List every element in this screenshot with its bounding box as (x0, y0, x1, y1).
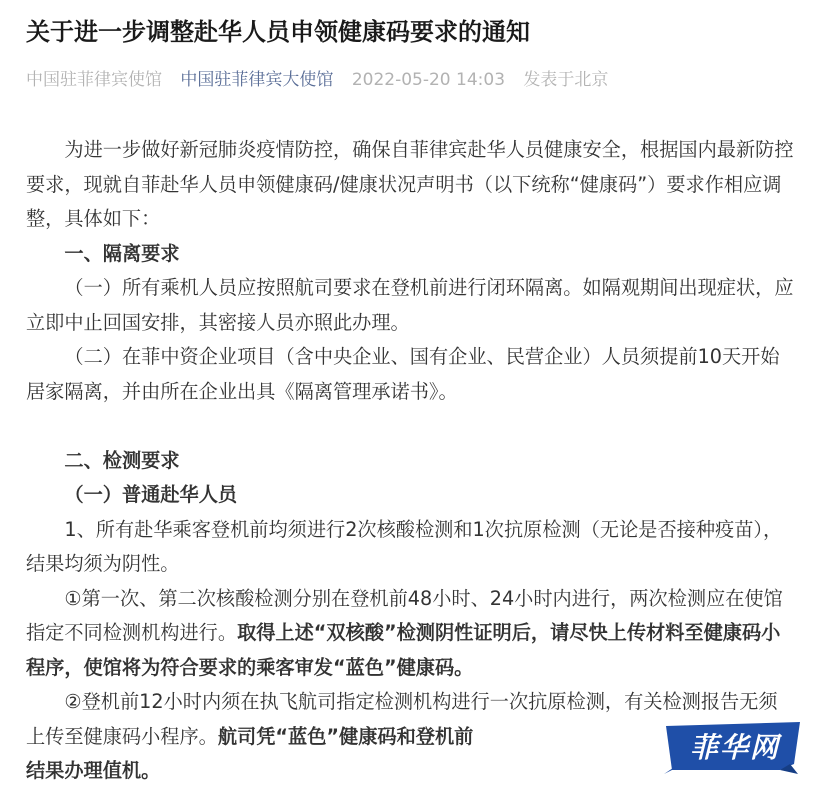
section-heading-isolation: 一、隔离要求 (64, 241, 180, 265)
article-title: 关于进一步调整赴华人员申领健康码要求的通知 (26, 18, 530, 46)
testing-item-1a-emphasis: 取得上述“双核酸”检测阴性证明后，请尽快上传材料至健康码小程序，使馆将为符合要求的乘客审发“蓝色”健康码。 (26, 621, 781, 679)
testing-item-1: 1、所有赴华乘客登机前均须进行2次核酸检测和1次抗原检测（无论是否接种疫苗），结果均须为阴性。 (26, 517, 783, 575)
account-name-link[interactable]: 中国驻菲律宾大使馆 (180, 70, 334, 90)
testing-item-1b-emphasis: 航司凭“蓝色”健康码和登机前 (217, 724, 474, 748)
testing-item-1b-tail: 结果办理值机。 (26, 759, 161, 782)
isolation-paragraph-1: （一）所有乘机人员应按照航司要求在登机前进行闭环隔离。如隔观期间出现症状，应立即中止回国安排，其密接人员亦照此办理。 (26, 276, 794, 334)
article-meta (26, 68, 621, 92)
subsection-heading-regular-travelers: （一）普通赴华人员 (64, 483, 238, 506)
intro-paragraph: 为进一步做好新冠肺炎疫情防控，确保自菲律宾赴华人员健康安全，根据国内最新防控要求，现就自菲赴华人员申领健康码/健康状况声明书（以下统称“健康码”）要求作相应调整，具体如下： (26, 138, 794, 230)
testing-item-1b-text: ②登机前12小时内须在执飞航司指定检测机构进行一次抗原检测，有关检测报告无须上传至健康码小程序。 (26, 690, 778, 748)
section-heading-testing: 二、检测要求 (64, 448, 180, 472)
site-watermark-logo (660, 720, 806, 776)
testing-item-1a-text: ①第一次、第二次核酸检测分别在登机前48小时、24小时内进行，两次检测应在使馆指定不同检测机构进行。 (26, 586, 783, 644)
publish-datetime: 2022-05-20 14:03 (351, 70, 506, 90)
testing-item-1a (26, 582, 796, 686)
article-body (26, 133, 796, 789)
blank-line (26, 409, 796, 444)
original-source-label: 中国驻菲律宾使馆 (26, 70, 162, 90)
watermark-text: 菲华网 (689, 731, 780, 764)
publish-location: 发表于北京 (523, 70, 609, 90)
isolation-paragraph-2: （二）在菲中资企业项目（含中央企业、国有企业、民营企业）人员须提前10天开始居家隔离，并由所在企业出具《隔离管理承诺书》。 (26, 345, 780, 403)
